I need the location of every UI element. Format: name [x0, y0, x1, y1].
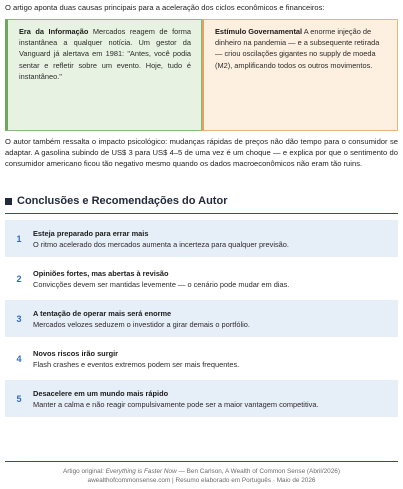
list-item	[5, 340, 398, 377]
section-title: Conclusões e Recomendações do Autor	[17, 195, 228, 207]
footer-prefix: Artigo original:	[63, 468, 106, 475]
item-title: Esteja preparado para errar mais	[33, 228, 149, 238]
list-item	[5, 220, 398, 257]
list-item	[5, 260, 398, 297]
item-title: Novos riscos irão surgir	[33, 348, 119, 358]
item-number: 1	[16, 233, 22, 244]
intro-text: O artigo aponta duas causas principais para a aceleração dos ciclos econômicos e financeiros:	[5, 3, 325, 12]
section-heading	[5, 195, 398, 214]
item-description: Manter a calma e não reagir compulsivamente pode ser a maior vantagem competitiva.	[33, 399, 319, 409]
card-text: Mercados reagem de forma instantânea a qualquer notícia. Um gestor da Vanguard já alertava em 1981: "Antes, você podia sentar e refletir sobre um evento. Hoje, tudo é instantâneo."	[19, 27, 191, 81]
footer-site-line: awealthofcommonsense.com | Resumo elaborado em Português · Maio de 2026	[87, 477, 316, 484]
card-lead: Era da Informação	[19, 27, 89, 36]
item-description: O ritmo acelerado dos mercados aumenta a incerteza para qualquer previsão.	[33, 239, 289, 249]
item-number: 5	[16, 393, 22, 404]
item-description: Flash crashes e eventos extremos podem ser mais frequentes.	[33, 359, 240, 369]
cause-card-information-age	[5, 19, 202, 131]
cause-card-government-stimulus	[202, 19, 398, 131]
psychological-impact-paragraph: O autor também ressalta o impacto psicológico: mudanças rápidas de preços não dão tempo para o consumidor se adaptar. A gasolina subindo de US$ 3 para US$ 4–5 de uma vez é um choque — e explica por que o sentimento do consumidor americano ficou tão negativo mesmo quando os dados macroeconômicos não eram tão ruins.	[5, 137, 398, 168]
document-page	[0, 3, 403, 489]
footer-suffix: — Ben Carlson, A Wealth of Common Sense (Abril/2026)	[176, 468, 340, 475]
item-description: Convicções devem ser mantidas levemente — o cenário pode mudar em dias.	[33, 279, 290, 289]
card-lead: Estímulo Governamental	[215, 27, 303, 36]
item-description: Mercados velozes seduzem o investidor a girar demais o portfólio.	[33, 319, 250, 329]
causes-cards	[5, 19, 398, 131]
footer	[5, 461, 398, 485]
item-title: Desacelere em um mundo mais rápido	[33, 388, 169, 398]
item-number: 3	[16, 313, 22, 324]
heading-square-icon	[5, 198, 12, 205]
list-item	[5, 300, 398, 337]
list-item	[5, 380, 398, 417]
item-title: Opiniões fortes, mas abertas à revisão	[33, 268, 169, 278]
recommendations-list	[5, 220, 398, 417]
item-number: 2	[16, 273, 22, 284]
item-title: A tentação de operar mais será enorme	[33, 308, 172, 318]
card-text: A enorme injeção de dinheiro na pandemia — e a subsequente retirada — criou oscilações gigantes no supply de moeda (M2), amplificando todos os outros movimentos.	[215, 27, 380, 70]
footer-source-line	[5, 467, 398, 476]
item-number: 4	[16, 353, 22, 364]
footer-article-title: Everything is Faster Now	[105, 468, 177, 475]
